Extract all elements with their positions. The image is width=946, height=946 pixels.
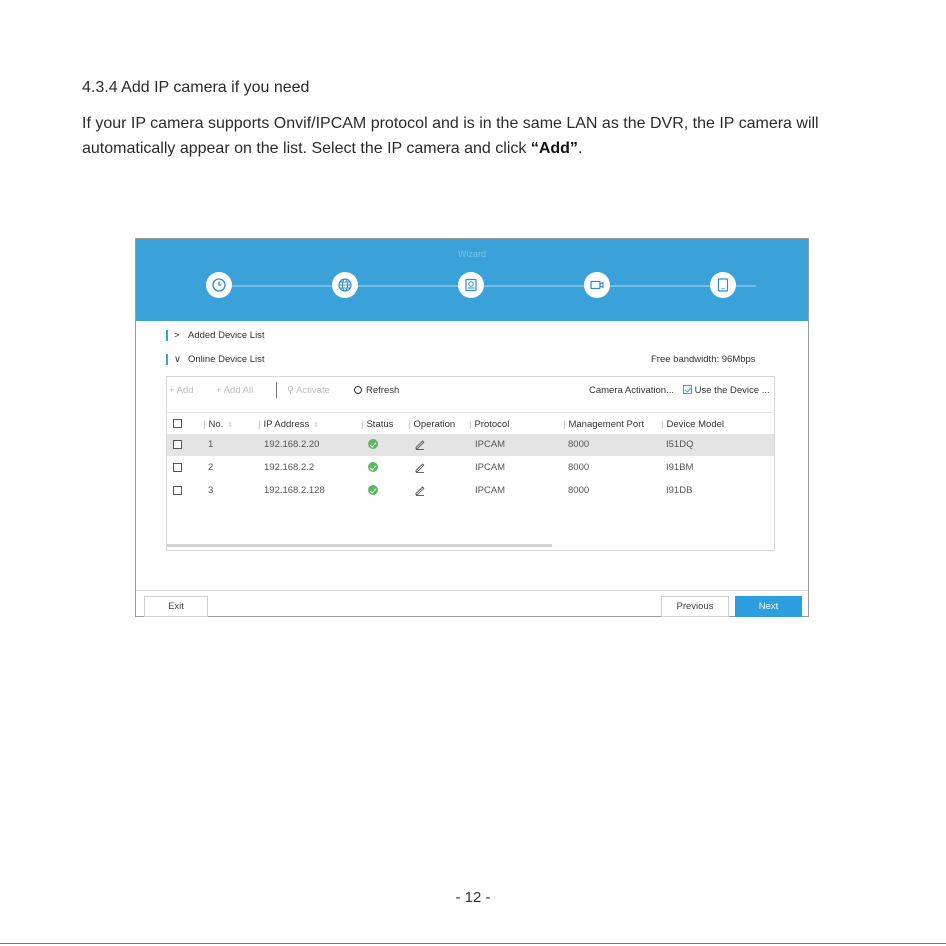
checkbox-box	[173, 463, 182, 472]
row-checkbox[interactable]	[173, 463, 182, 474]
cell-protocol: IPCAM	[475, 485, 506, 496]
bulb-icon: ⚲	[287, 385, 294, 396]
step-connector	[232, 285, 756, 287]
cell-protocol: IPCAM	[475, 439, 506, 450]
step-camera[interactable]	[584, 272, 610, 298]
refresh-icon	[354, 386, 362, 394]
step-device[interactable]	[710, 272, 736, 298]
refresh-button[interactable]	[354, 385, 399, 396]
header-port-label: Management Port	[568, 419, 644, 430]
chevron-right-icon: >	[174, 330, 180, 341]
horizontal-scrollbar[interactable]	[167, 544, 552, 547]
cell-port: 8000	[568, 485, 590, 496]
activate-button[interactable]	[287, 385, 330, 396]
cell-no: 3	[208, 485, 214, 496]
header-status[interactable]	[361, 419, 393, 430]
row-checkbox[interactable]	[173, 486, 182, 497]
column-separator: |	[203, 419, 206, 430]
section-marker	[166, 354, 168, 365]
device-toolbar	[167, 377, 774, 404]
column-separator: |	[258, 419, 261, 430]
header-model[interactable]	[661, 419, 724, 430]
header-protocol[interactable]	[469, 419, 509, 430]
checkbox-box	[173, 486, 182, 495]
edit-icon[interactable]	[414, 484, 426, 496]
column-separator: |	[661, 419, 664, 430]
free-bandwidth: Free bandwidth: 96Mbps	[651, 354, 756, 365]
footer-divider	[136, 590, 808, 591]
row-checkbox[interactable]	[173, 440, 182, 451]
tablet-icon	[714, 276, 732, 294]
use-device-checkbox[interactable]	[683, 385, 692, 394]
cell-port: 8000	[568, 462, 590, 473]
online-device-list-label: Online Device List	[188, 354, 265, 365]
cell-ip: 192.168.2.20	[264, 439, 320, 450]
column-separator: |	[408, 419, 411, 430]
edit-icon[interactable]	[414, 438, 426, 450]
header-ip[interactable]	[258, 419, 319, 430]
page-number: - 12 -	[455, 889, 491, 906]
header-operation[interactable]	[408, 419, 455, 430]
wizard-title: Wizard	[457, 249, 486, 259]
cell-model: I91DB	[666, 485, 693, 496]
header-protocol-label: Protocol	[474, 419, 510, 430]
table-header	[167, 412, 774, 434]
para-bold-add: “Add”	[530, 140, 578, 157]
cell-no: 2	[208, 462, 214, 473]
checkbox-box	[173, 419, 182, 428]
cell-ip: 192.168.2.128	[264, 485, 325, 496]
wizard-screenshot	[135, 238, 809, 617]
cell-protocol: IPCAM	[475, 462, 506, 473]
para-text: If your IP camera supports Onvif/IPCAM protocol and is in the same LAN as the DVR, the IP camera will automatically appear on the list. Select the IP camera and click	[82, 115, 819, 157]
chevron-down-icon: ∨	[174, 354, 181, 365]
next-button[interactable]: Next	[735, 596, 802, 617]
header-status-label: Status	[366, 419, 394, 430]
checkbox-box	[173, 440, 182, 449]
add-all-button[interactable]: + Add All	[216, 385, 254, 396]
exit-button[interactable]: Exit	[144, 596, 208, 617]
header-no[interactable]	[203, 419, 233, 430]
use-device-option[interactable]	[683, 385, 770, 396]
online-device-panel	[166, 376, 775, 551]
header-ip-label: IP Address	[263, 419, 310, 430]
added-device-list-label: Added Device List	[188, 330, 265, 341]
activate-label: Activate	[296, 385, 330, 396]
clock-icon	[210, 276, 228, 294]
column-separator: |	[469, 419, 472, 430]
refresh-label: Refresh	[366, 385, 400, 396]
section-heading: 4.3.4 Add IP camera if you need	[82, 79, 310, 96]
sort-icon: ⇕	[227, 422, 234, 429]
instruction-paragraph	[82, 111, 882, 161]
cell-model: I51DQ	[666, 439, 694, 450]
table-row[interactable]	[167, 480, 774, 502]
header-operation-label: Operation	[413, 419, 456, 430]
camera-icon	[588, 276, 606, 294]
previous-button[interactable]: Previous	[661, 596, 729, 617]
status-ok-icon	[368, 462, 378, 472]
camera-activation-link[interactable]: Camera Activation...	[589, 385, 675, 396]
table-row[interactable]	[167, 457, 774, 479]
select-all-checkbox[interactable]	[173, 419, 182, 430]
step-network[interactable]	[332, 272, 358, 298]
para-end: .	[577, 140, 583, 157]
toolbar-divider	[276, 382, 277, 398]
edit-icon[interactable]	[414, 461, 426, 473]
status-ok-icon	[368, 485, 378, 495]
wizard-header	[136, 239, 808, 321]
globe-icon	[336, 276, 354, 294]
cell-model: I91BM	[666, 462, 694, 473]
cell-port: 8000	[568, 439, 590, 450]
header-no-label: No.	[208, 419, 224, 430]
hdd-icon	[462, 276, 480, 294]
section-marker	[166, 330, 168, 341]
use-device-label: Use the Device ...	[694, 385, 770, 396]
table-row[interactable]	[167, 434, 774, 456]
header-model-label: Device Model	[666, 419, 725, 430]
sort-icon: ⇕	[313, 422, 320, 429]
step-storage[interactable]	[458, 272, 484, 298]
page-bottom-rule	[0, 943, 946, 944]
column-separator: |	[361, 419, 364, 430]
status-ok-icon	[368, 439, 378, 449]
step-time[interactable]	[206, 272, 232, 298]
cell-ip: 192.168.2.2	[264, 462, 315, 473]
add-button[interactable]: + Add	[169, 385, 194, 396]
column-separator: |	[563, 419, 566, 430]
cell-no: 1	[208, 439, 214, 450]
header-port[interactable]	[563, 419, 644, 430]
